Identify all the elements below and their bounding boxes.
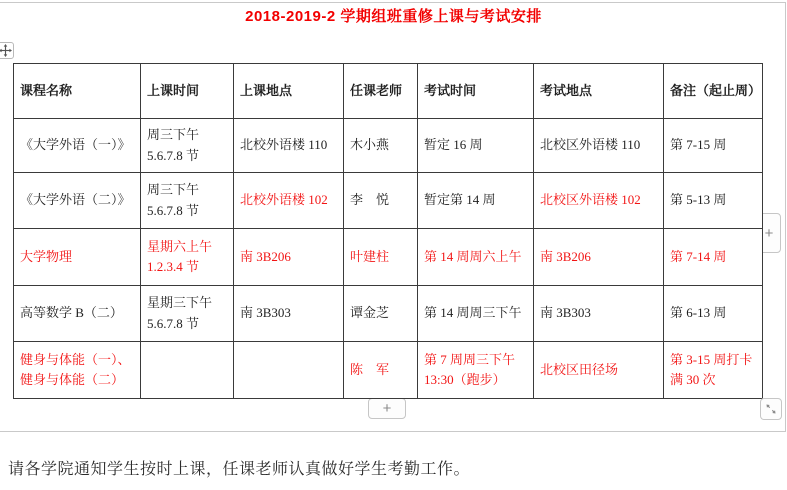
cell-line: 1.2.3.4 节 xyxy=(147,259,200,274)
cell-line: 健身与体能（一）、健身与体能（二） xyxy=(20,351,131,387)
table-cell[interactable] xyxy=(14,173,141,229)
header-cell-6[interactable]: 备注（起止周） xyxy=(664,64,763,119)
table-cell[interactable] xyxy=(234,173,344,229)
table-row xyxy=(14,342,763,399)
cell-line: 李 悦 xyxy=(350,192,390,208)
header-cell-0[interactable]: 课程名称 xyxy=(14,64,141,119)
cell-line: 北校区外语楼 110 xyxy=(540,137,641,153)
table-move-handle[interactable] xyxy=(0,42,14,59)
cell-line: 第 3-15 周打卡满 30 次 xyxy=(670,351,753,387)
table-row xyxy=(14,173,763,229)
table-cell[interactable] xyxy=(344,119,418,173)
cell-line: 高等数学 B（二） xyxy=(20,305,123,321)
move-icon xyxy=(0,44,12,57)
table-cell[interactable] xyxy=(14,286,141,342)
table-row xyxy=(14,229,763,286)
cell-line: 叶建柱 xyxy=(350,248,390,264)
insert-column-button[interactable]: + xyxy=(757,213,781,253)
table-cell[interactable] xyxy=(664,342,763,399)
table-cell[interactable] xyxy=(418,229,534,286)
table-cell[interactable] xyxy=(418,286,534,342)
table-cell[interactable] xyxy=(141,342,234,399)
cell-line: 周三下午 xyxy=(147,182,200,198)
table-cell[interactable] xyxy=(664,173,763,229)
cell-line: 木小燕 xyxy=(350,137,390,153)
insert-row-button[interactable]: + xyxy=(368,398,406,419)
table-cell[interactable] xyxy=(534,229,664,286)
table-cell[interactable] xyxy=(141,173,234,229)
cell-line: 第 5-13 周 xyxy=(670,192,727,208)
table-cell[interactable] xyxy=(418,342,534,399)
cell-line: 5.6.7.8 节 xyxy=(147,147,200,163)
cell-line: 第 14 周周三下午 xyxy=(424,305,522,321)
table-cell[interactable] xyxy=(234,229,344,286)
cell-line: 星期三下午 xyxy=(147,295,213,311)
header-cell-1[interactable]: 上课时间 xyxy=(141,64,234,119)
table-cell[interactable] xyxy=(664,286,763,342)
table-cell[interactable] xyxy=(14,229,141,286)
table-cell[interactable] xyxy=(141,229,234,286)
table-cell[interactable] xyxy=(534,119,664,173)
header-cell-5[interactable]: 考试地点 xyxy=(534,64,664,119)
document-title[interactable]: 2018-2019-2 学期组班重修上课与考试安排 xyxy=(245,8,542,25)
cell-line: 13:30（跑步） xyxy=(424,372,506,387)
table-resize-handle[interactable] xyxy=(760,398,782,420)
cell-line: 周三下午 xyxy=(147,127,200,143)
table-cell[interactable] xyxy=(141,286,234,342)
table-cell[interactable] xyxy=(234,119,344,173)
table-row xyxy=(14,119,763,173)
notice-text[interactable]: 请各学院通知学生按时上课，任课老师认真做好学生考勤工作。 xyxy=(8,461,471,478)
table-cell[interactable] xyxy=(14,342,141,399)
cell-line: 北校区外语楼 102 xyxy=(540,192,641,208)
cell-line: 第 7 周周三下午 xyxy=(424,351,516,367)
table-cell[interactable] xyxy=(534,173,664,229)
table-cell[interactable] xyxy=(234,286,344,342)
header-row xyxy=(14,64,763,119)
table-cell[interactable] xyxy=(534,286,664,342)
cell-line: 北校外语楼 102 xyxy=(240,192,328,208)
table-body xyxy=(14,119,763,399)
cell-line: 大学物理 xyxy=(20,248,73,264)
cell-line: 5.6.7.8 节 xyxy=(147,202,200,218)
resize-diagonal-icon xyxy=(764,402,778,416)
table-cell[interactable] xyxy=(534,342,664,399)
table-cell[interactable] xyxy=(664,119,763,173)
cell-line: 第 7-14 周 xyxy=(670,248,727,264)
table-cell[interactable] xyxy=(418,173,534,229)
table-cell[interactable] xyxy=(234,342,344,399)
header-cell-2[interactable]: 上课地点 xyxy=(234,64,344,119)
cell-line: 第 7-15 周 xyxy=(670,137,727,153)
table-cell[interactable] xyxy=(141,119,234,173)
cell-line: 暂定 16 周 xyxy=(424,137,483,153)
table-cell[interactable] xyxy=(344,173,418,229)
cell-line: 南 3B206 xyxy=(540,248,591,264)
cell-line: 第 14 周周六上午 xyxy=(424,248,522,264)
table-cell[interactable] xyxy=(344,342,418,399)
cell-line: 北校外语楼 110 xyxy=(240,137,328,153)
header-cell-3[interactable]: 任课老师 xyxy=(344,64,418,119)
table-cell[interactable] xyxy=(664,229,763,286)
cell-line: 南 3B206 xyxy=(240,248,291,264)
header-cell-4[interactable]: 考试时间 xyxy=(418,64,534,119)
cell-line: 南 3B303 xyxy=(240,305,291,321)
cell-line: 第 6-13 周 xyxy=(670,305,727,321)
table-cell[interactable] xyxy=(344,286,418,342)
cell-line: 北校区田径场 xyxy=(540,361,619,377)
schedule-table xyxy=(13,63,763,399)
cell-line: 《大学外语（一）》 xyxy=(20,137,131,153)
cell-line: 星期六上午 xyxy=(147,238,213,254)
cell-line: 5.6.7.8 节 xyxy=(147,315,200,331)
table-cell[interactable] xyxy=(14,119,141,173)
table-cell[interactable] xyxy=(418,119,534,173)
cell-line: 陈 军 xyxy=(350,361,390,377)
table-row xyxy=(14,286,763,342)
cell-line: 《大学外语（二）》 xyxy=(20,192,131,208)
cell-line: 南 3B303 xyxy=(540,305,591,321)
cell-line: 暂定第 14 周 xyxy=(424,192,496,208)
cell-line: 谭金芝 xyxy=(350,305,390,321)
table-cell[interactable] xyxy=(344,229,418,286)
